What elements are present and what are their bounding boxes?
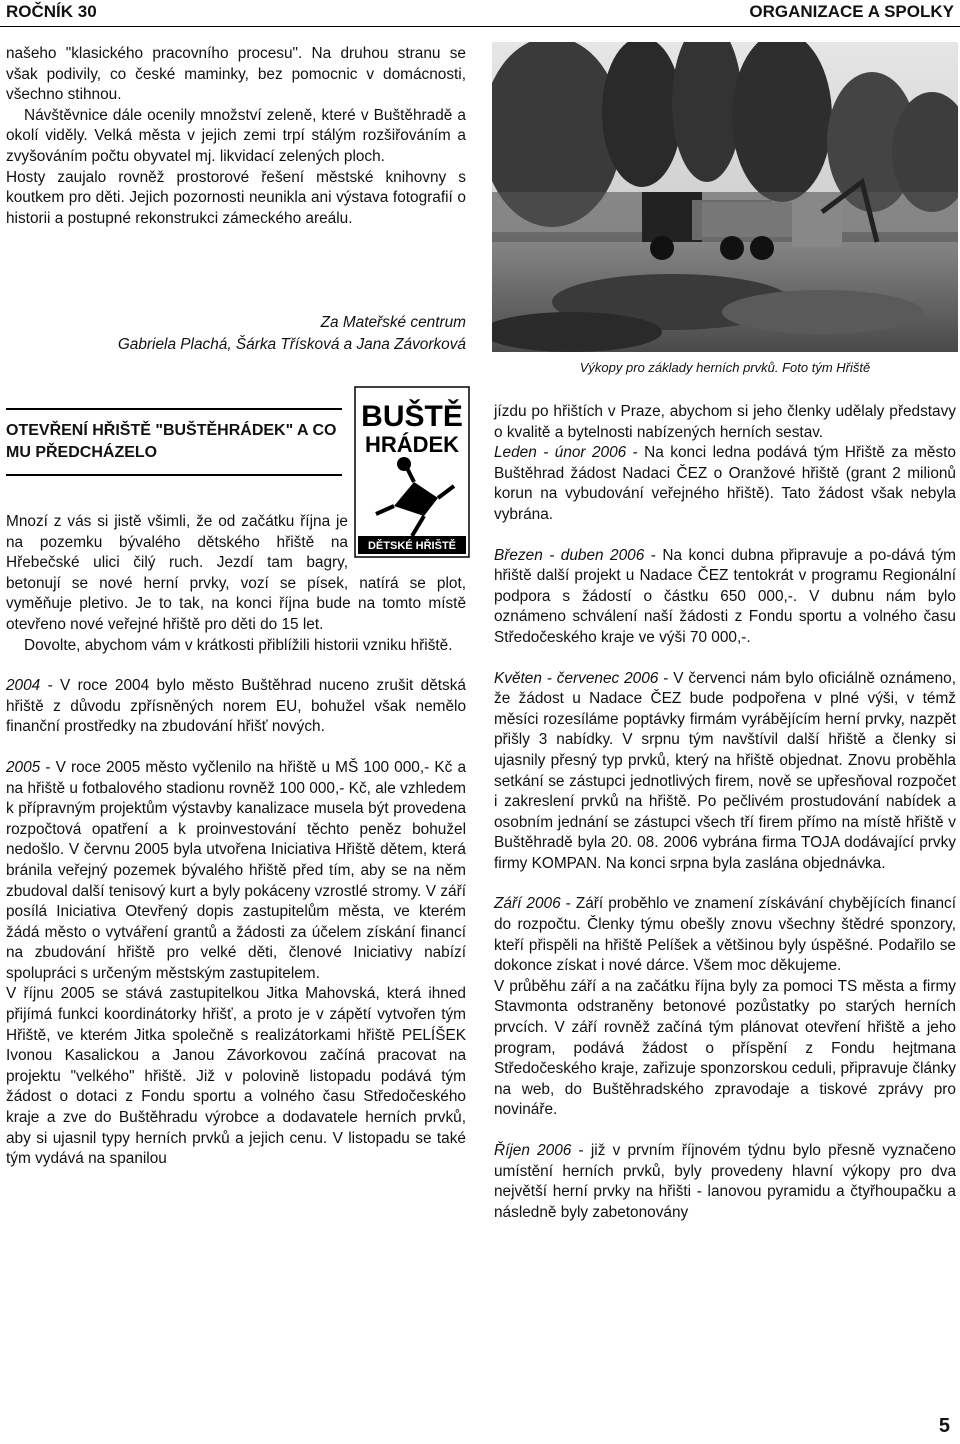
left-top-text [6, 44, 466, 229]
period-text: - Září proběhlo ve znamení získávání chybějících financí do rozpočtu. Členky týmu obešly znovu všechny štědré sponzory, kteří přispěli na hřiště Pelíšek a většinou byly úspěšné. Podařilo se dokonce získat i nové dárce. Všem moc děkujeme. [494, 895, 956, 975]
page-number: 5 [938, 1415, 950, 1437]
signature-line-1: Za Mateřské centrum [320, 314, 466, 331]
signature [6, 312, 466, 356]
paragraph-2005 [6, 758, 466, 985]
year-label: 2004 [6, 677, 41, 695]
paragraph-may [494, 669, 956, 875]
paragraph: Dovolte, abychom vám v krátkosti přiblížili historii vzniku hřiště. [24, 636, 453, 654]
right-article-text [494, 402, 956, 1223]
intro-text: Mnozí z vás si jistě všimli, že od začátku října je na pozemku bývalého dětského hřiště na Hřebečské ulici čilý ruch. Jezdí tam bagry, betonují se nové herní prvky, vozí se písek, natírá se plot, vyměňuje pletivo. Je to tak, na konci října bude na tomto místě otevřeno nové veřejné hřiště pro děti do 15 let. [6, 513, 466, 633]
section-title: ORGANIZACE A SPOLKY [749, 2, 954, 21]
excavation-photo [492, 42, 958, 352]
year-text: - V roce 2004 bylo město Buštěhrad nuceno zrušit dětská hřiště z důvodu zpřísněných norem EU, bohužel však nemělo finanční prostředky na zbudování hřišť nových. [6, 677, 466, 736]
header-rule [0, 26, 960, 27]
period-label: Říjen 2006 [494, 1142, 572, 1159]
paragraph: V průběhu září a na začátku října byly za pomoci TS města a firmy Stavmonta odstraněny betonové pozůstatky po starých herních prvcích. V září rovněž začíná tým plánovat otevření hřiště a jeho program, podává žádost o příspění z Fondu hejtmana Středočeského kraje, zařizuje sponzorskou ceduli, připravuje články na web, do Buštěhradského zpravodaje a tiskové zprávy pro novináře. [494, 977, 956, 1119]
svg-text:BUŠTĚ: BUŠTĚ [361, 400, 463, 433]
signature-line-2: Gabriela Plachá, Šárka Třísková a Jana Závorková [117, 336, 466, 353]
paragraph: jízdu po hřištích v Praze, abychom si jeho členky udělaly představy o kvalitě a bytelnosti nabízených herních sestav. [494, 403, 956, 441]
paragraph: našeho "klasického pracovního procesu". Na druhou stranu se však podivily, co české maminky, bez pomocnic v domácnosti, všechno stihnou. [6, 45, 466, 104]
paragraph [6, 512, 466, 636]
paragraph-oct [494, 1141, 956, 1223]
year-text: - V roce 2005 město vyčlenilo na hřiště u MŠ 100 000,- Kč a na hřiště u fotbalového stadionu rovněž 100 000,- Kč, ale vzhledem k přípravným projektům výstavby kanalizace musela být provedena rozpočtová opatření a k proinvestování těchto peněz bohužel nedošlo. V červnu 2005 byla utvořena Iniciativa Hřiště dětem, která bránila veřejný pozemek bývalého hřiště před tím, aby se na něm zbudoval další tenisový kurt a byly pokáceny vzrostlé stromy. V září posílá Iniciativa Otevřený dopis zastupitelům města, ve kterém žádá město o vytváření grantů a žádosti za účelem získání financí na zbudování hřiště pro velké děti, členové Iniciativy nabízí spolupráci s určeným městským zastupitelem. [6, 758, 466, 982]
article-headline-block [6, 408, 342, 476]
logo-float-spacer [348, 512, 466, 562]
excavation-photo-image [492, 42, 958, 352]
page-header [0, 0, 960, 26]
period-text: - již v prvním říjnovém týdnu bylo přesně vyznačeno umístění herních prvků, byly provedeny hlavní výkopy pro dva největší herní prvky na hřišti - lanovou pyramidu a čtyřhoupačku a následně byly zabetonovány [494, 1142, 956, 1221]
photo-caption: Výkopy pro základy herních prvků. Foto tým Hřiště [579, 360, 871, 375]
paragraph-sep [494, 894, 956, 976]
year-label: 2005 [6, 758, 41, 776]
period-label: Leden - únor 2006 [494, 444, 627, 462]
svg-text:HRÁDEK: HRÁDEK [364, 432, 460, 457]
paragraph-2004 [6, 676, 466, 738]
paragraph: Návštěvnice dále ocenily množství zeleně, které v Buštěhradě a okolí viděly. Velká města v jejich zemi trpí stálým rozšiřováním a zvyšováním počtu obyvatel mj. likvidací zelených ploch. [6, 106, 466, 165]
paragraph: Hosty zaujalo rovněž prostorové řešení městské knihovny s koutkem pro děti. Jejich pozornosti neunikla ani výstava fotografií o historii a postupné rekonstrukci zámeckého areálu. [6, 168, 466, 227]
period-label: Září 2006 [494, 895, 561, 913]
headline-rule-bottom [6, 474, 342, 476]
paragraph: V říjnu 2005 se stává zastupitelkou Jitka Mahovská, která ihned přijímá funkci koordinátorky hřišť, a proto je v zápětí vytvořen tým Hřiště, ve kterém Jitka společně s realizátorkami hřiště PELÍŠEK Ivonou Kasalickou a Janou Závorkovou začíná pracovat na projektu "velkého" hřiště. Již v polovině listopadu podává tým žádost o dotaci z Fondu sportu a volného času Středočeského kraje a zve do Buštěhradu výrobce a dodavatele herních prvků, aby si ujasnil typy herních prvků a jejich cenu. V listopadu se také tým vydává na spanilou [6, 985, 466, 1168]
svg-text:DĚTSKÉ HŘIŠTĚ: DĚTSKÉ HŘIŠTĚ [367, 540, 457, 552]
period-text: - V červenci nám bylo oficiálně oznámeno, že žádost u Nadace ČEZ bude podpořena v plné výši, v témž měsíci rozesíláme poptávky firmám vyrábějícím herní prvky, nazpět přišly 3 nabídky. V srpnu tým navštívil další hřiště a členky si ujasnily přesný typ prvků, který na hřiště objednat. Znovu proběhla setkání se zástupci jednotlivých firem, nově se upřesňoval rozpočet i zakreslení prvků na hřiště. Po pečlivém prostudování nabídek a osobním jednání se zástupci všech tří firem přímo na místě hřiště v Buštěhradě byla 20. 08. 2006 vybrána firma TOJA dodávající prvky firmy KOMPAN. Na konci srpna byla zaslána objednávka. [494, 669, 957, 872]
period-label: Březen - duben 2006 [494, 546, 645, 564]
paragraph-mar [494, 546, 956, 649]
period-text: - Na konci dubna připravuje a po-dává tým hřiště další projekt u Nadace ČEZ tentokrát v programu Regionální podpora s žádostí o částku 650 000,-. V dubnu nám bylo oznámeno schválení naší žádosti z Fondu sportu a volného času Středočeského kraje ve výši 70 000,-. [494, 546, 956, 646]
left-article-text [6, 512, 466, 1170]
article-headline: OTEVŘENÍ HŘIŠTĚ "BUŠTĚHRÁDEK" A CO MU PŘEDCHÁZELO [6, 422, 337, 461]
period-text: - Na konci ledna podává tým Hřiště za město Buštěhrad žádost Nadaci ČEZ o Oranžové hřiště (grant 2 milionů korun na vybudování veřejného hřiště). Tato žádost však nebyla vybrána. [494, 444, 956, 523]
paragraph-jan [494, 443, 956, 525]
period-label: Květen - červenec 2006 [494, 669, 659, 687]
volume-label: ROČNÍK 30 [6, 2, 97, 21]
